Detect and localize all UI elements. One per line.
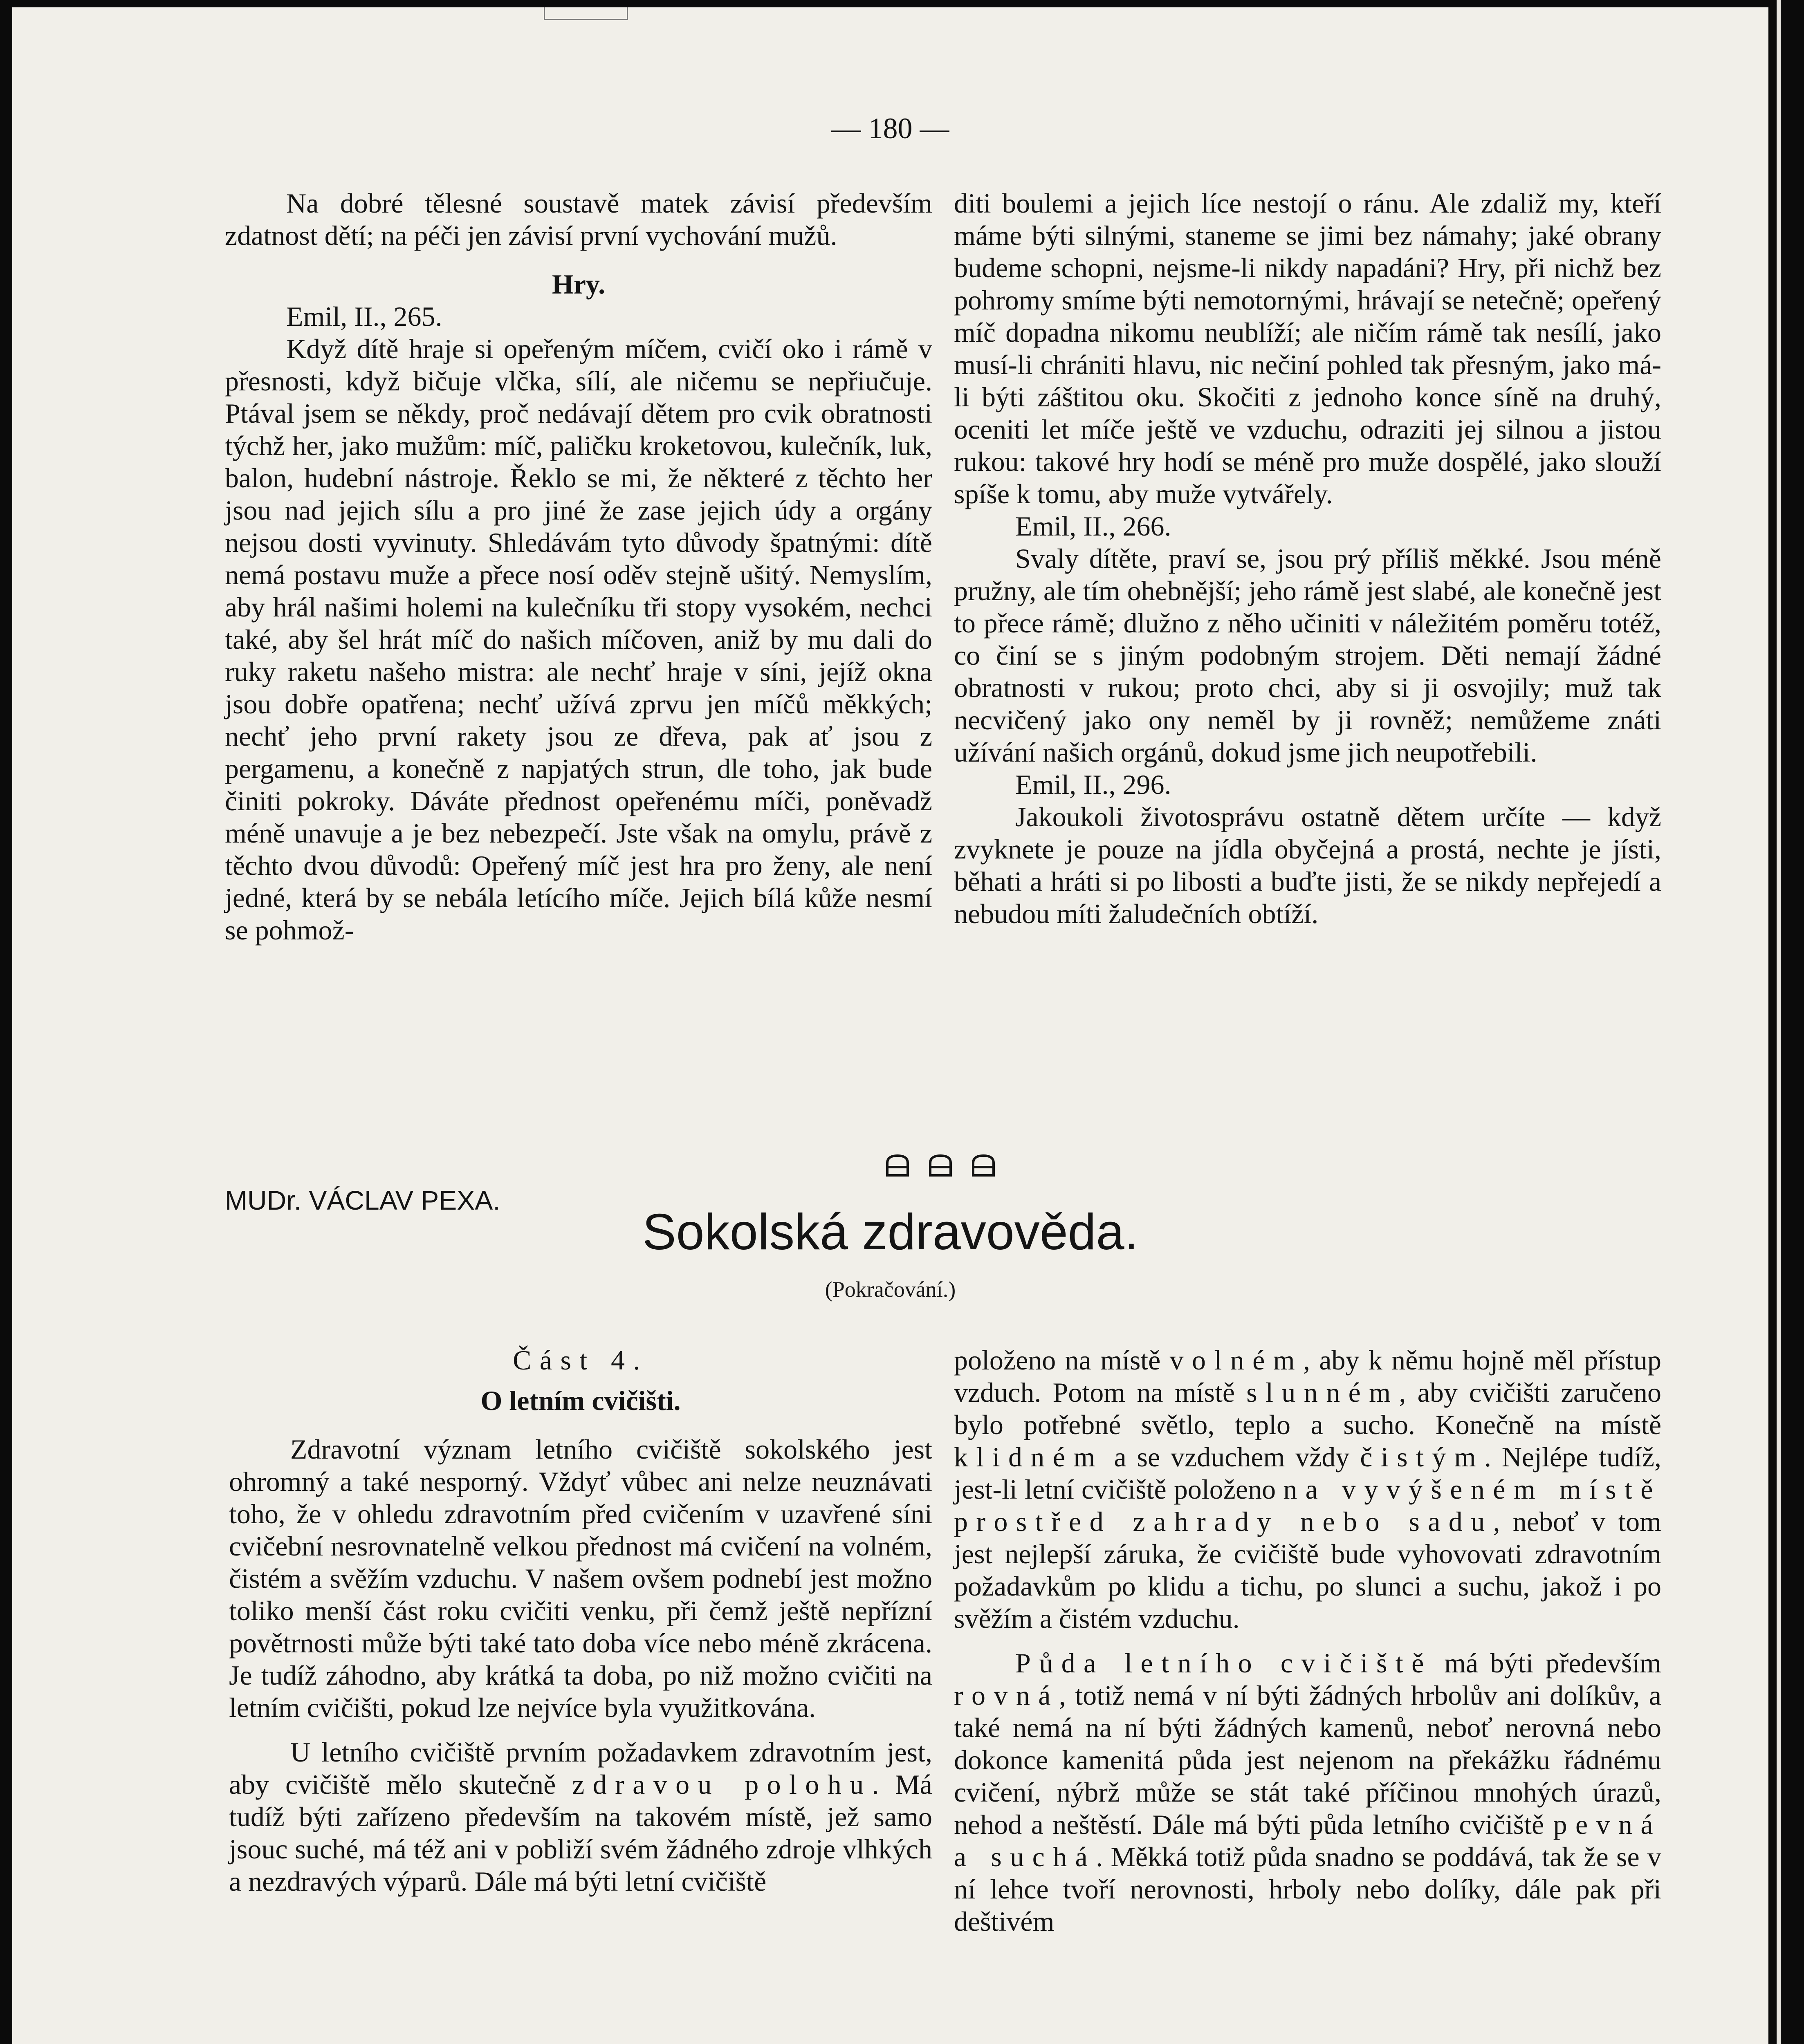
part-label: Část 4. (513, 1345, 648, 1376)
paragraph (954, 1344, 1661, 1635)
text-run: . Měkká totiž půda snadno se poddává, tak že se v ní lehce tvoří nerovnosti, hrboly nebo dolíky, dále pak při deštivém (954, 1841, 1661, 1937)
text-run: a se vzduchem vždy (1103, 1441, 1360, 1472)
spaced-emphasis: klidném (954, 1441, 1104, 1472)
text-run: má býti především (1432, 1647, 1661, 1679)
spaced-emphasis: zdravou polohu (572, 1769, 872, 1800)
article-subtitle: (Pokračování.) (825, 1277, 956, 1302)
text-run: , neboť v tom jest nejlepší záruka, že cvičiště bude vyhovovati zdravotním požadavkům po klidu a tichu, po slunci a suchu, jakož i po svěžím a čistém vzduchu. (954, 1506, 1661, 1634)
spaced-emphasis: volném (1169, 1345, 1304, 1376)
scan-edge-line (1777, 0, 1781, 2044)
text-run: položeno na místě (954, 1345, 1170, 1376)
part-heading (229, 1344, 932, 1376)
spaced-emphasis: pevná a suchá (954, 1809, 1661, 1872)
binding-mark (544, 7, 628, 20)
paragraph: Na dobré tělesné soustavě matek závisí především zdatnost dětí; na péči jen závisí první vychování mužů. (225, 188, 932, 251)
spaced-emphasis: na vyvýšeném místě prostřed zahrady nebo sadu (954, 1474, 1661, 1537)
text-run: , totiž nemá v ní býti žádných hrbolův ani dolíkův, a také nemá na ní býti žádných kamenů, neboť nerovná nebo dokonce kamenitá půda jest nejenom na překážku řádnému cvičení, nýbrž může se stát také příčinou mnohých úrazů, nehod a neštěstí. Dále má býti půda letního cvičiště (954, 1680, 1661, 1840)
page-number: — 180 — (831, 112, 949, 145)
paragraph (954, 1647, 1661, 1938)
author-name: MUDr. VÁCLAV PEXA. (225, 1185, 500, 1215)
paragraph: Když dítě hraje si opeřeným míčem, cvičí oko i rámě v přesnosti, když bičuje vlčka, sílí, ale ničemu se nepřiučuje. Ptával jsem se někdy, proč nedávají dětem pro cvik obratnosti týchž her, jako mužům: míč, paličku kroketovou, kulečník, luk, balon, hudební nástroje. Řeklo se mi, že některé z těchto her jsou nad jejich sílu a pro jiné že zase jejich údy a orgány nejsou dosti vyvinuty. Shledávám tyto důvody špatnými: dítě nemá postavu muže a přece nosí oděv stejně ušitý. Nemyslím, aby hrál našimi holemi na kulečníku tři stopy vysokém, nechci také, aby šel hrát míč do našich míčoven, aniž by mu dali do ruky raketu našeho mistra: ale nechť hraje v síni, jejíž okna jsou dobře opatřena; nechť užívá zprvu jen míčů měkkých; nechť jeho první rakety jsou ze dřeva, pak ať jsou z pergamenu, a konečně z napjatých strun, dle toho, jak bude činiti pokroky. Dáváte přednost opeřenému míči, poněvadž méně unavuje a je bez nebezpečí. Jste však na omylu, právě z těchto dvou důvodů: Opeřený míč jest hra pro ženy, ale není jedné, která by se nebála letícího míče. Jejich bílá kůže nesmí se pohmož- (225, 333, 932, 946)
text-run: , aby k němu hojně měl přístup vzduch. Potom na místě (954, 1345, 1661, 1408)
text-run: U letního cvičiště prvním požadavkem zdravotním jest, aby cvičiště mělo skutečně (229, 1737, 932, 1800)
text-run: , aby cvičišti zaručeno bylo potřebné světlo, teplo a sucho. Konečně na místě (954, 1377, 1661, 1440)
paragraph: diti boulemi a jejich líce nestojí o ránu. Ale zdaliž my, kteří máme býti silnými, staneme se jimi bez námahy; jaké obrany budeme schopni, nejsme-li nikdy napadáni? Hry, při nichž bez pohromy smíme býti nemotornými, hrávají se netečně; opeřený míč dopadna nikomu neublíží; ale ničím rámě tak nesílí, jako musí-li chrániti hlavu, nic nečiní pohled tak přesným, jako má-li býti záštitou oku. Skočiti z jednoho konce síně na druhý, oceniti let míče ještě ve vzduchu, odraziti jej silnou a jistou rukou: takové hry hodí se méně pro muže dospělé, jako slouží spíše k tomu, aby muže vytvářely. (954, 188, 1661, 509)
section-title: O letním cvičišti. (480, 1385, 681, 1416)
reference: Emil, II., 296. (1015, 769, 1171, 800)
paragraph: Zdravotní význam letního cvičiště sokolského jest ohromný a také nesporný. Vždyť vůbec ani nelze neuznávati toho, že v ohledu zdravotním před cvičením v uzavřené síni cvičební nesrovnatelně velkou přednost má cvičení na volném, čistém a svěžím vzduchu. V našem ovšem podnebí jest možno toliko menší část roku cvičiti venku, při čemž ještě nepřízní povětrnosti může býti také tato doba více nebo méně zkrácena. Je tudíž záhodno, aby krátká ta doba, po niž možno cvičiti na letním cvičišti, pokud lze nejvíce byla využitkována. (229, 1434, 932, 1723)
scan-border (1768, 0, 1804, 2044)
paragraph (229, 1736, 932, 1898)
bottom-right-column (954, 1344, 1661, 1938)
top-right-column (954, 187, 1661, 930)
spaced-emphasis: slunném (1246, 1377, 1399, 1408)
spaced-emphasis: Půda letního cvičiště (1015, 1647, 1432, 1679)
reference: Emil, II., 266. (1015, 511, 1171, 542)
ornament-icon (883, 1150, 1006, 1179)
article-title: Sokolská zdravověda. (642, 1204, 1139, 1260)
paragraph: Jakoukoli životosprávu ostatně dětem určíte — když zvyknete je pouze na jídla obyčejná a prostá, nechte je jísti, běhati a hráti si po libosti a buďte jisti, že se nikdy nepřejedí a nebudou míti žaludečních obtíží. (954, 801, 1661, 929)
text-run: . Nejlépe tudíž, jest-li letní cvičiště položeno (954, 1441, 1661, 1505)
reference: Emil, II., 265. (286, 301, 442, 332)
page-sheet (12, 7, 1768, 2044)
top-left-column (225, 187, 932, 946)
spaced-emphasis: čistým (1360, 1441, 1484, 1472)
spaced-emphasis: rovná (954, 1680, 1059, 1711)
section-heading: Hry. (552, 269, 606, 300)
text-run: . Má tudíž býti zařízeno především na takovém místě, jež samo jsouc suché, má též ani v pobliží svém žádného zdroje vlhkých a nezdravých výparů. Dále má býti letní cvičiště (229, 1769, 932, 1897)
paragraph: Svaly dítěte, praví se, jsou prý příliš měkké. Jsou méně pružny, ale tím ohebnější; jeho rámě jest slabé, ale konečně jest to přece rámě; dlužno z něho učiniti v náležitém poměru totéž, co činí se s jiným podobným strojem. Děti nemají žádné obratnosti v rukou; proto chci, aby si ji osvojily; muž tak necvičený jako ony neměl by ji rovněž; nemůžeme znáti užívání našich orgánů, dokud jsme jich neupotřebili. (954, 543, 1661, 768)
bottom-left-column (229, 1344, 932, 1898)
